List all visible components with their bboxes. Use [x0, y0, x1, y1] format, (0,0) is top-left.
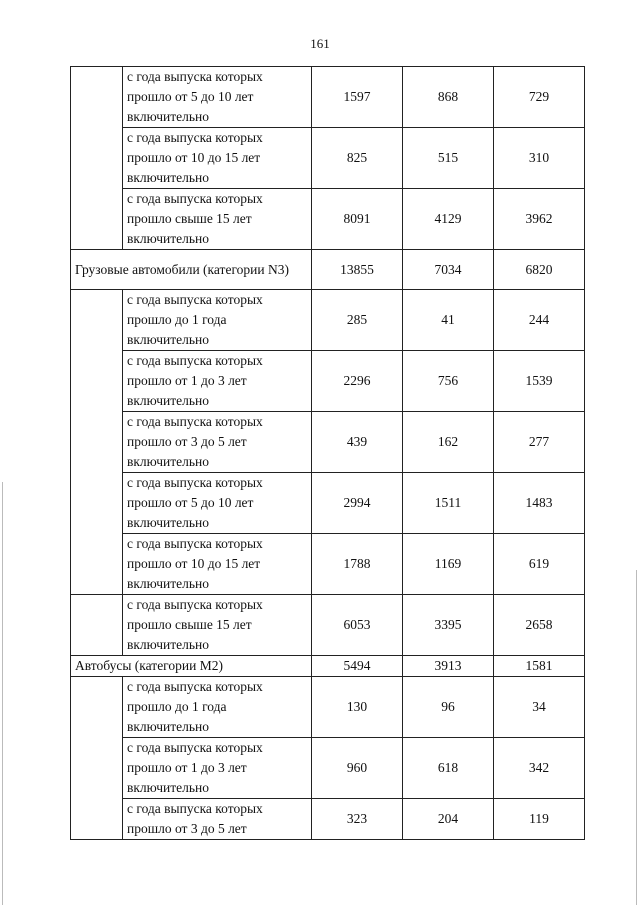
table-row — [71, 412, 585, 473]
value-total: 5494 — [312, 656, 403, 677]
table-row — [71, 534, 585, 595]
value-col3: 342 — [494, 738, 585, 799]
value-total: 960 — [312, 738, 403, 799]
row-label: с года выпуска которых прошло от 10 до 15 лет включительно — [123, 534, 312, 595]
value-col2: 162 — [403, 412, 494, 473]
value-total: 1597 — [312, 67, 403, 128]
table-row — [71, 67, 585, 128]
table-row — [71, 595, 585, 656]
value-col2: 868 — [403, 67, 494, 128]
value-col3: 310 — [494, 128, 585, 189]
value-total: 439 — [312, 412, 403, 473]
value-col2: 41 — [403, 290, 494, 351]
value-col3: 6820 — [494, 250, 585, 290]
indent-cell — [71, 67, 123, 250]
value-col3: 34 — [494, 677, 585, 738]
value-col2: 204 — [403, 799, 494, 840]
value-total: 825 — [312, 128, 403, 189]
table-row — [71, 799, 585, 840]
value-col3: 119 — [494, 799, 585, 840]
value-col2: 618 — [403, 738, 494, 799]
row-label: с года выпуска которых прошло от 5 до 10 лет включительно — [123, 473, 312, 534]
value-col2: 1511 — [403, 473, 494, 534]
value-col2: 756 — [403, 351, 494, 412]
scan-edge-left — [2, 482, 3, 905]
row-label: с года выпуска которых прошло от 5 до 10 лет включительно — [123, 67, 312, 128]
value-col2: 3913 — [403, 656, 494, 677]
value-col3: 729 — [494, 67, 585, 128]
value-total: 323 — [312, 799, 403, 840]
value-col3: 1581 — [494, 656, 585, 677]
value-col3: 3962 — [494, 189, 585, 250]
value-col2: 3395 — [403, 595, 494, 656]
category-row — [71, 250, 585, 290]
value-col2: 515 — [403, 128, 494, 189]
indent-cell — [71, 290, 123, 595]
vehicle-age-table — [70, 66, 585, 840]
table-row — [71, 189, 585, 250]
row-label: с года выпуска которых прошло до 1 года включительно — [123, 677, 312, 738]
value-col3: 619 — [494, 534, 585, 595]
category-label: Автобусы (категории М2) — [71, 656, 312, 677]
value-total: 2296 — [312, 351, 403, 412]
row-label: с года выпуска которых прошло свыше 15 лет включительно — [123, 595, 312, 656]
value-col2: 4129 — [403, 189, 494, 250]
value-total: 8091 — [312, 189, 403, 250]
row-label: с года выпуска которых прошло до 1 года включительно — [123, 290, 312, 351]
value-col2: 7034 — [403, 250, 494, 290]
value-total: 1788 — [312, 534, 403, 595]
row-label: с года выпуска которых прошло от 1 до 3 лет включительно — [123, 738, 312, 799]
value-total: 2994 — [312, 473, 403, 534]
value-total: 6053 — [312, 595, 403, 656]
category-row — [71, 656, 585, 677]
table-row — [71, 738, 585, 799]
table-row — [71, 677, 585, 738]
indent-cell — [71, 677, 123, 840]
category-label: Грузовые автомобили (категории N3) — [71, 250, 312, 290]
row-label: с года выпуска которых прошло от 1 до 3 лет включительно — [123, 351, 312, 412]
row-label: с года выпуска которых прошло свыше 15 лет включительно — [123, 189, 312, 250]
value-col2: 1169 — [403, 534, 494, 595]
value-col3: 244 — [494, 290, 585, 351]
value-col3: 277 — [494, 412, 585, 473]
page-number: 161 — [310, 36, 330, 51]
value-col3: 1483 — [494, 473, 585, 534]
value-col3: 2658 — [494, 595, 585, 656]
row-label: с года выпуска которых прошло от 3 до 5 лет включительно — [123, 412, 312, 473]
table-row — [71, 290, 585, 351]
indent-cell — [71, 595, 123, 656]
scan-edge-right — [636, 570, 637, 905]
value-total: 13855 — [312, 250, 403, 290]
table-row — [71, 351, 585, 412]
value-total: 130 — [312, 677, 403, 738]
value-total: 285 — [312, 290, 403, 351]
value-col3: 1539 — [494, 351, 585, 412]
row-label: с года выпуска которых прошло от 10 до 15 лет включительно — [123, 128, 312, 189]
row-label: с года выпуска которых прошло от 3 до 5 лет — [123, 799, 312, 840]
value-col2: 96 — [403, 677, 494, 738]
table-row — [71, 473, 585, 534]
table-row — [71, 128, 585, 189]
